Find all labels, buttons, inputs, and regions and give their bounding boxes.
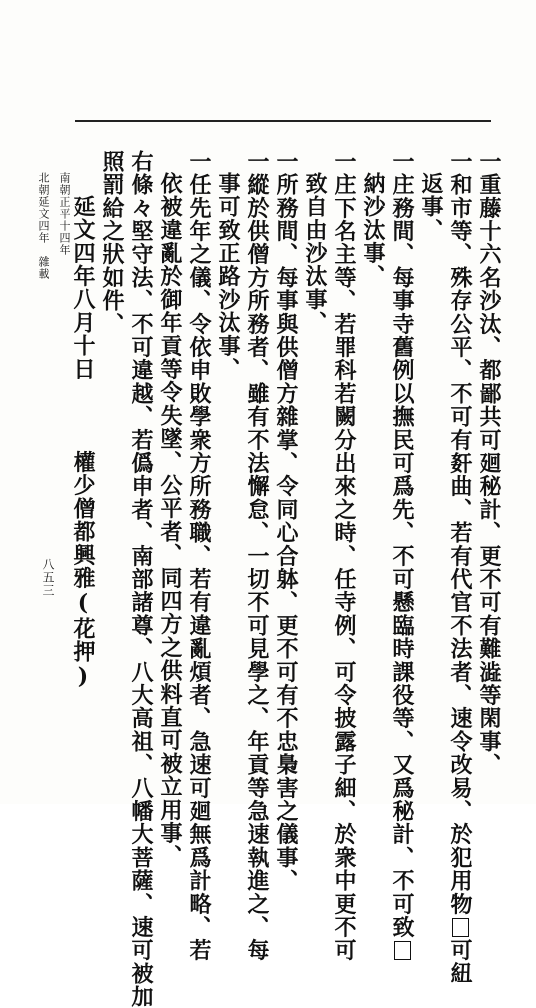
margin-note-left (38, 172, 49, 280)
column-14-text: 照罰給之狀如件、 (99, 150, 125, 336)
margin-note-right (59, 172, 70, 256)
kao-mark: (花押) (70, 589, 96, 691)
text-column-14 (101, 150, 123, 336)
column-2-text: 一和市等、殊存公平、不可有姧曲、若有代官不法者、速令改易、於犯用物 (447, 150, 473, 916)
text-column-6 (333, 150, 355, 962)
column-2-tail: 可紐 (447, 938, 473, 986)
date-column (72, 195, 94, 691)
text-column-7 (304, 172, 326, 334)
text-column-3 (420, 172, 442, 242)
text-column-8 (275, 150, 297, 892)
text-column-9 (246, 150, 268, 962)
column-13-text: 右條々堅守法、不可違越、若僞申者、南部諸尊、八大高祖、八幡大菩薩、速可被加 (128, 150, 154, 1008)
text-column-13 (130, 150, 152, 1008)
column-6-text: 一庄下名主等、若罪科若闕分出來之時、任寺例、可令披露子細、於衆中更不可 (331, 150, 357, 962)
column-5-text: 納沙汰事、 (360, 172, 386, 288)
text-column-12 (159, 172, 181, 868)
text-column-5 (362, 172, 384, 288)
signature-name: 權少僧都興雅 (70, 450, 96, 590)
column-11-text: 一任先年之儀、令依申敗學衆方所務職、若有違亂煩者、急速可廻無爲計略、若 (186, 150, 212, 962)
page-number (42, 558, 54, 597)
column-12-text: 依被違亂於御年貢等令失墜、公平者、同四方之供料直可被立用事、 (157, 172, 183, 868)
column-9-text: 一縱於供僧方所務者、雖有不法懈怠、一切不可見學之、年貢等急速執進之、每 (244, 150, 270, 962)
header-rule (75, 120, 491, 122)
page-number-text: 八五三 (41, 558, 55, 597)
margin-note-left-text: 北朝延文四年 雜載 (37, 172, 50, 280)
text-column-4 (391, 150, 413, 962)
text-column-11 (188, 150, 210, 962)
column-10-text: 事可致正路沙汰事、 (215, 172, 241, 381)
date-text: 延文四年八月十日 (70, 195, 96, 381)
column-3-text: 返事、 (418, 172, 444, 242)
missing-char-box-2 (394, 941, 411, 960)
margin-note-right-text: 南朝正平十四年 (58, 172, 71, 256)
column-7-text: 致自由沙汰事、 (302, 172, 328, 335)
column-8-text: 一所務間、每事與供僧方雜掌、令同心合躰、更不可有不忠梟害之儀事、 (273, 150, 299, 893)
text-column-10 (217, 172, 239, 381)
column-4-text: 一庄務間、每事寺舊例以撫民可爲先、不可懸臨時課役等、又爲秘計、不可致 (389, 150, 415, 939)
missing-char-box (452, 918, 469, 937)
text-column-1 (478, 150, 500, 776)
text-column-2 (449, 150, 471, 985)
column-1-text: 一重藤十六名沙汰、都鄙共可廻秘計、更不可有難澁等閑事、 (476, 150, 502, 777)
